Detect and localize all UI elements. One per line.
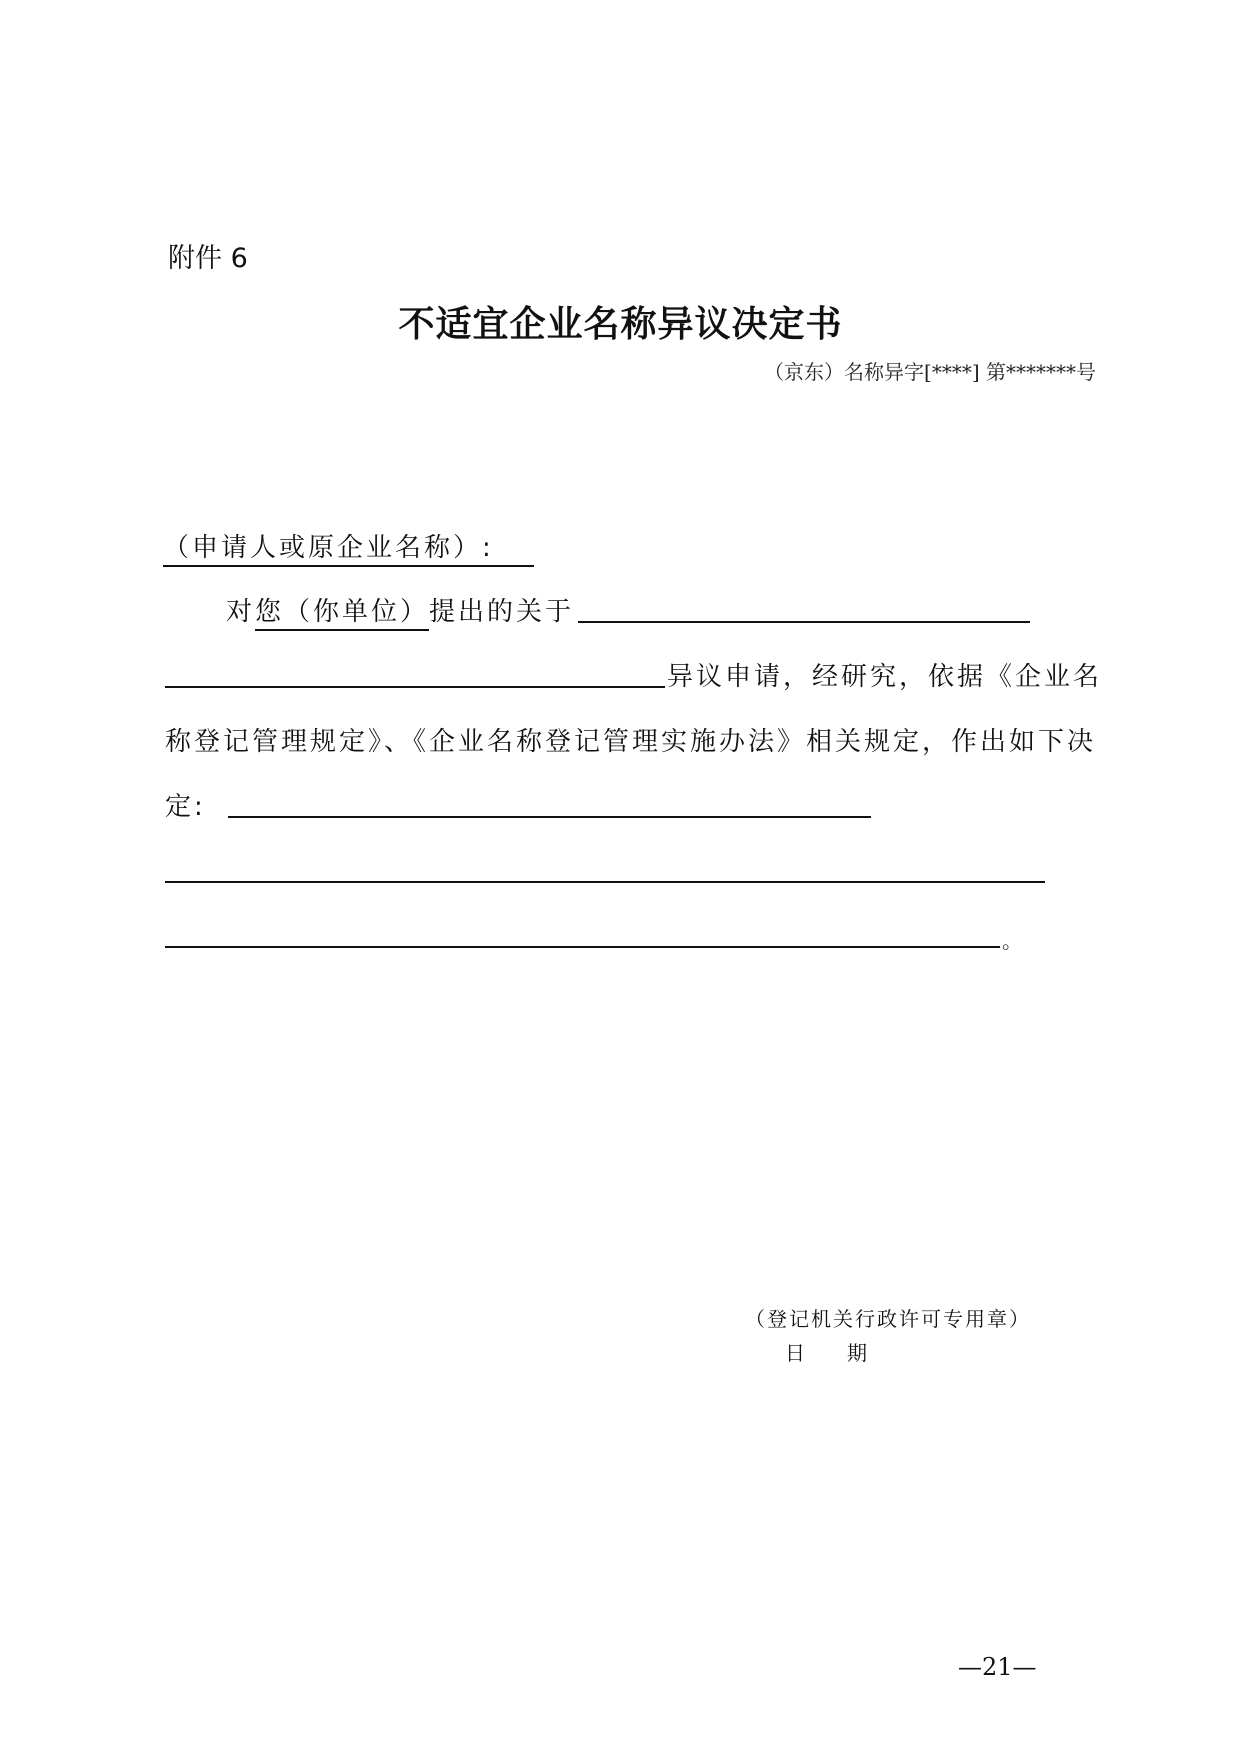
addressee-blank [494, 533, 534, 567]
objection-blank-2[interactable] [165, 686, 665, 688]
body-line-4: 定: [165, 792, 206, 822]
line1-prefix: 对 [226, 597, 256, 627]
line1-underlined: 您（你单位） [255, 597, 429, 631]
document-number: （京东）名称异字[****] 第*******号 [764, 360, 1096, 384]
seal-label: （登记机关行政许可专用章） [745, 1307, 1031, 1331]
body-line-2: 异议申请，经研究，依据《企业名 [667, 662, 1103, 692]
addressee-label: （申请人或原企业名称）: [163, 533, 494, 567]
body-line-3: 称登记管理规定》、《企业名称登记管理实施办法》相关规定，作出如下决 [165, 727, 1097, 757]
date-label-right: 期 [847, 1341, 867, 1365]
decision-blank-3[interactable] [165, 946, 1000, 948]
decision-blank-1[interactable] [228, 816, 871, 818]
page-number: —21— [958, 1653, 1037, 1681]
ending-mark: 。 [1002, 929, 1022, 953]
objection-blank-1[interactable] [578, 621, 1030, 623]
document-title: 不适宜企业名称异议决定书 [398, 303, 843, 345]
date-label-left: 日 [785, 1341, 805, 1365]
line1-suffix: 提出的关于 [429, 597, 575, 627]
body-line-1 [226, 591, 574, 628]
addressee-field[interactable] [163, 527, 534, 567]
decision-blank-2[interactable] [165, 881, 1045, 883]
attachment-label: 附件 6 [168, 243, 248, 274]
